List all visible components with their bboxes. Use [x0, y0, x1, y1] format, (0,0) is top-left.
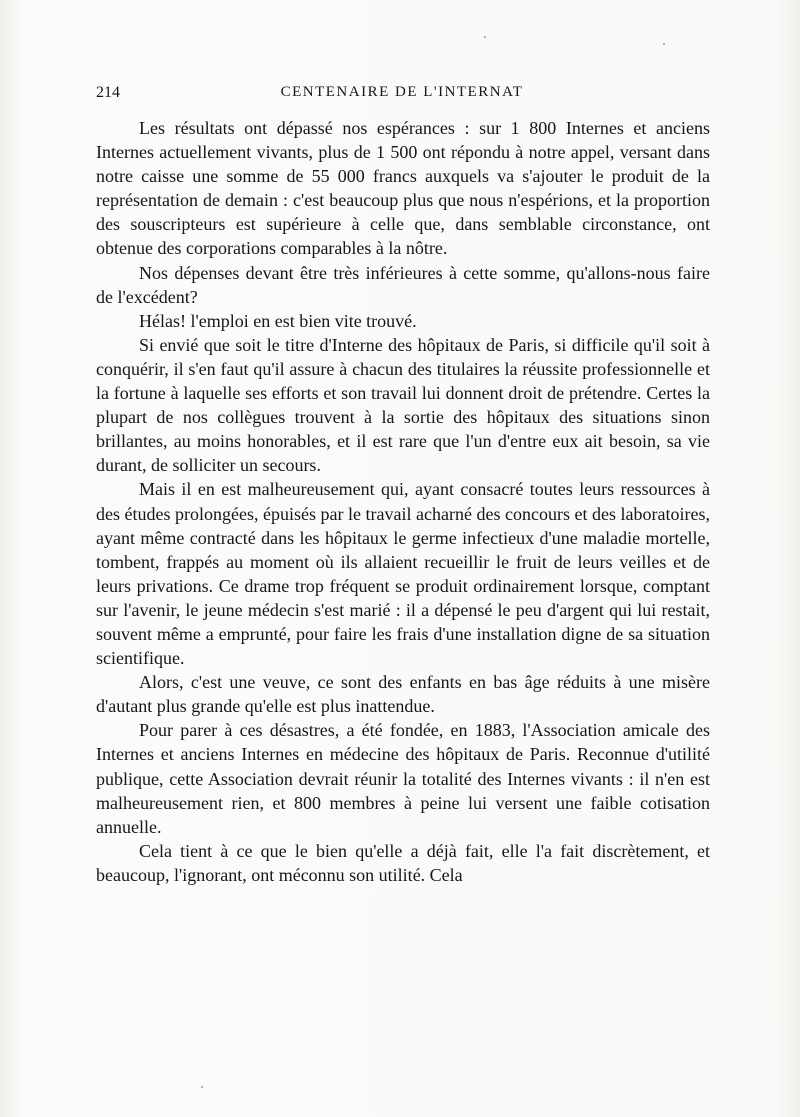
- paragraph-association: Pour parer à ces désastres, a été fondée, en 1883, l'Association amicale des Internes et anciens Internes en médecine des hôpitaux de Paris. Reconnue d'utilité publique, cette Association devrait réunir la totalité des Internes vivants : il n'en est malheureusement rien, et 800 membres à peine lui versent une faible cotisation annuelle.: [96, 720, 710, 837]
- paragraph-internes-title: Si envié que soit le titre d'Interne des hôpitaux de Paris, si difficile qu'il soit à conquérir, il s'en faut qu'il assure à chacun des titulaires la réussite professionnelle et la fortune à laquelle ses efforts et son travail lui donnent droit de prétendre. Certes la plupart de nos collègues trouvent à la sortie des hôpitaux des situations sinon brillantes, au moins honorables, et il est rare que l'un d'entre eux ait besoin, sa vie durant, de solliciter un secours.: [96, 334, 710, 476]
- paragraph-discretion: Cela tient à ce que le bien qu'elle a déjà fait, elle l'a fait discrètement, et beaucoup, l'ignorant, ont méconnu son utilité. Cela: [96, 840, 710, 885]
- running-title: CENTENAIRE DE L'INTERNAT: [280, 84, 524, 100]
- paragraph-misfortune: Mais il en est malheureusement qui, ayant consacré toutes leurs ressources à des études prolongées, épuisés par le travail acharné des concours et des laboratoires, ayant même contracté dans les hôpitaux le germe infectieux d'une maladie mortelle, tombent, frappés au moment où ils allaient recueillir le fruit de leurs veilles et de leurs privations. Ce drame trop fréquent se produit ordinairement lorsque, comptant sur l'avenir, le jeune médecin s'est marié : il a dépensé le peu d'argent qui lui restait, souvent même a emprunté, pour faire les frais d'une installation digne de sa situation scientifique.: [96, 479, 710, 669]
- page-header: [96, 84, 708, 108]
- paragraph-widow-children: Alors, c'est une veuve, ce sont des enfants en bas âge réduits à une misère d'autant plus grande qu'elle est plus inattendue.: [96, 672, 710, 717]
- body-text: [96, 116, 710, 887]
- paragraph-results: Les résultats ont dépassé nos espérances : sur 1 800 Internes et anciens Internes actuellement vivants, plus de 1 500 ont répondu à notre appel, versant dans notre caisse une somme de 55 000 francs auxquels va s'ajouter le produit de la représentation de demain : c'est beaucoup plus que nous n'espérions, et la proportion des souscripteurs est supérieure à celle que, dans semblable circonstance, ont obtenue des corporations comparables à la nôtre.: [96, 118, 710, 259]
- paragraph-use: Hélas! l'emploi en est bien vite trouvé.: [139, 310, 417, 331]
- page-number: 214: [96, 84, 120, 101]
- scan-dust-mark: [484, 36, 486, 38]
- scan-dust-mark: [201, 1086, 203, 1088]
- paragraph-expenses: Nos dépenses devant être très inférieures à cette somme, qu'allons-nous faire de l'excédent?: [96, 262, 710, 307]
- scan-dust-mark: [663, 43, 665, 45]
